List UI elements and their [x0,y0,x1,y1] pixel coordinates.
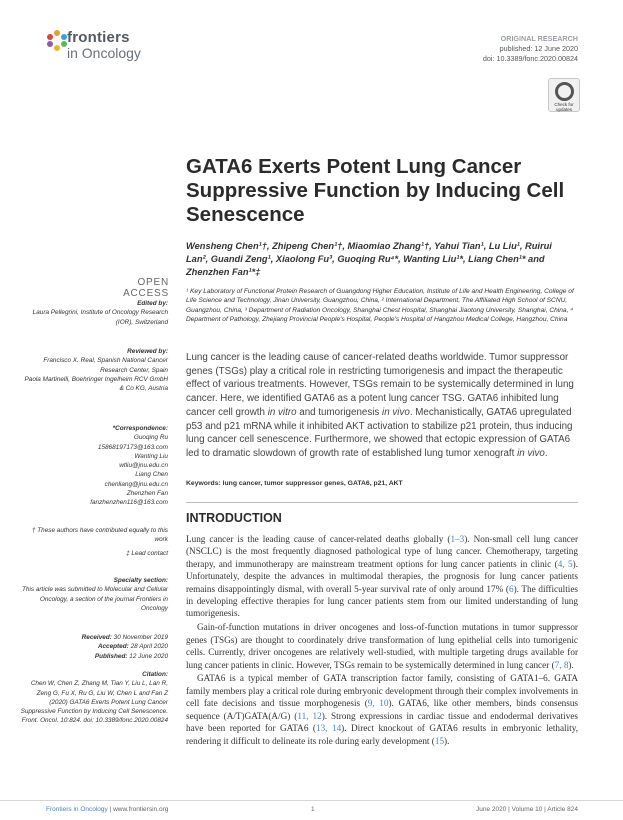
corr-email[interactable]: chenliang@jnu.edu.cn [104,480,168,488]
notes-block [20,526,168,558]
edited-by-label: Edited by: [137,300,168,307]
paragraph: GATA6 is a typical member of GATA transcription factor family, consisting of GATA1–6. GATA family members play a critical role during embryonic development through their complex involvements in cell fate decisions and tissue morphogenesis (9, 10). GATA6, like other members, binds consensus sequence (A/T)GATA(A/G) (11, 12). Strong expressions in cardiac tissue and endodermal derivatives have been reported for GATA6 (13, 14). Direct knockout of GATA6 results in embryonic lethality, rendering it difficult to delineate its role during early development (15). [186,673,579,746]
article-meta [483,34,578,64]
check-updates-label: Check for updates [554,102,574,112]
keywords-label: Keywords: [186,480,221,487]
reviewed-by-label: Reviewed by: [127,348,168,355]
doi[interactable]: doi: 10.3389/fonc.2020.00824 [482,54,578,63]
footer-journal [46,806,168,813]
journal-link[interactable]: Frontiers in Oncology [46,806,108,813]
section-divider [186,502,578,503]
brand-word-frontiers: frontiers [67,29,130,46]
check-for-updates-button[interactable] [548,78,580,112]
editor: Laura Pellegrini, Institute of Oncology Research (IOR), Switzerland [32,309,168,326]
paragraph: Gain-of-function mutations in driver oncogenes and loss-of-function mutations in tumor suppressor genes (TSGs) are thought to coordinately drive transformation of lung epithelial cells into tumorigenic cells. Currently, driver oncogenes are relatively well-studied, with multiple targeting drugs available for lung cancer patients in clinic. However, TSGs remain to be systemically determined in lung cancer (7, 8). [186,622,578,670]
correspondence-block [20,424,168,508]
citation-label: Citation: [142,671,168,678]
citation-link[interactable]: 7, 8 [554,659,569,670]
specialty-label: Specialty section: [113,577,168,584]
citation-link[interactable]: 11, 12 [297,710,322,721]
introduction-body [186,533,578,747]
reviewed-by-block [20,347,168,393]
citation-text: Chen W, Chen Z, Zhang M, Tian Y, Liu L, Lan R, Zeng G, Fu X, Ru G, Liu W, Chen L and Fan Z (2020) GATA6 Exerts Potent Lung Cancer Suppressive Function by Inducing Cell Senescence. Front. Oncol. 10:824. doi: 10.3389/fonc.2020.00824 [20,680,168,725]
citation-link[interactable]: 6 [508,583,514,594]
author-list: Wensheng Chen¹†, Zhipeng Chen¹†, Miaomiao Zhang¹†, Yahui Tian¹, Lu Liu¹, Ruirui Lan², Guandi Zeng¹, Xiaolong Fu³, Guoqing Ru⁴*, Wanting Liu¹*, Liang Chen¹* and Zhenzhen Fan¹*‡ [186,241,552,277]
affiliations: ¹ Key Laboratory of Functional Protein Research of Guangdong Higher Education, Institute of Life and Health Engineering, College of Life Science and Technology, Jinan University, Guangzhou, China, ² International Department, The Affiliated High School of SCNU, Guangzhou, China, ³ Department of Radiation Oncology, Shanghai Chest Hospital, Shanghai Jiaotong University, Shanghai, China, ⁴ Department of Pathology, Zhejiang Provincial People's Hospital, People's Hospital of Hangzhou Medical College, Hangzhou, China [186,288,574,323]
received-label: Received: [81,634,112,641]
check-updates-icon [555,82,574,101]
dates-block [20,633,168,661]
brand-word-journal: in Oncology [67,45,141,61]
published-date: published: 12 June 2020 [499,44,578,53]
edited-by-block [20,299,168,327]
published-date-side: 12 June 2020 [129,652,168,660]
corr-email[interactable]: 15868197173@163.com [97,443,168,451]
reviewer-2: Paola Martinelli, Boehringer Ingelheim RCV GmbH & Co KG, Austria [24,375,168,393]
received-date: 30 November 2019 [113,634,168,641]
site-link[interactable]: | www.frontiersin.org [107,806,169,813]
reviewer-1: Francisco X. Real, Spanish National Cancer Research Center, Spain [43,357,168,374]
corr-name: Wanting Liu [134,452,168,460]
accepted-label: Accepted: [97,643,129,651]
citation-link[interactable]: 4, 5 [557,558,573,569]
citation-link[interactable]: 1–3 [450,534,465,544]
citation-link[interactable]: 15 [434,735,445,746]
corr-name: Guoqing Ru [133,434,168,442]
corr-name: Zhenzhen Fan [126,490,168,498]
footer-divider [0,800,623,801]
citation-link[interactable]: 13, 14 [315,723,342,734]
journal-logo[interactable] [46,29,196,73]
corr-name: Liang Chen [135,471,168,479]
paragraph: Lung cancer is the leading cause of cancer-related deaths globally (1–3). Non-small cell lung cancer (NSCLC) is the most frequently diagnosed pathological type of lung cancer. Chemotherapy, targeting therapy, and immunotherapy are mainstream treatment options for lung cancer patients in clinic (4, 5). Unfortunately, despite the advances in multimodal therapies, the prognosis for lung cancer patients remains disappointingly dismal, with overall 5-year survival rate of only around 17% (6). The difficulties in developing effective therapies for lung cancer patients stem from our limited understanding of lung tumorigenesis. [186,534,579,619]
article-type: ORIGINAL RESEARCH [500,34,578,43]
corr-email[interactable]: wtliu@jnu.edu.cn [119,462,168,470]
section-heading-introduction: INTRODUCTION [186,511,282,525]
equal-contribution-note: † These authors have contributed equally to this work [31,527,168,544]
frontiers-logo-icon [46,30,68,52]
issue-info: June 2020 | Volume 10 | Article 824 [475,806,578,813]
citation-link[interactable]: 9, 10 [367,698,389,709]
open-access-label: OPEN ACCESS [123,277,169,299]
lead-contact-note: ‡ Lead contact [126,549,168,557]
accepted-date: 28 April 2020 [130,643,168,651]
published-label: Published: [94,652,128,660]
citation-block [20,670,168,726]
abstract: Lung cancer is the leading cause of cancer-related deaths worldwide. Tumor suppressor genes (TSGs) play a critical role in restricting tumorigenesis and impact the therapeutic effect of various treatments. However, TSGs remain to be systemically determined in lung cancer. Here, we identified GATA6 as a potent lung cancer TSG. GATA6 inhibited lung cancer cell growth in vitro and tumorigenesis in vivo. Mechanistically, GATA6 upregulated p53 and p21 mRNA while it inhibited AKT activation to stabilize p21 protein, thus inducing lung cancer cell senescence. Furthermore, we showed that ectopic expression of GATA6 led to dramatic slowdown of growth rate of established lung tumor xenograft in vivo. [186,352,574,459]
keywords-list: lung cancer, tumor suppressor genes, GATA6, p21, AKT [222,480,403,487]
specialty-text: This article was submitted to Molecular and Cellular Oncology, a section of the journal Frontiers in Oncology [22,586,168,612]
article-title: GATA6 Exerts Potent Lung Cancer Suppressive Function by Inducing Cell Senescence [186,155,565,226]
keywords [186,480,578,487]
specialty-block [20,576,168,613]
page-number: 1 [311,806,315,813]
corr-email[interactable]: fanzhenzhen116@163.com [90,499,168,507]
correspondence-label: *Correspondence: [112,425,168,432]
